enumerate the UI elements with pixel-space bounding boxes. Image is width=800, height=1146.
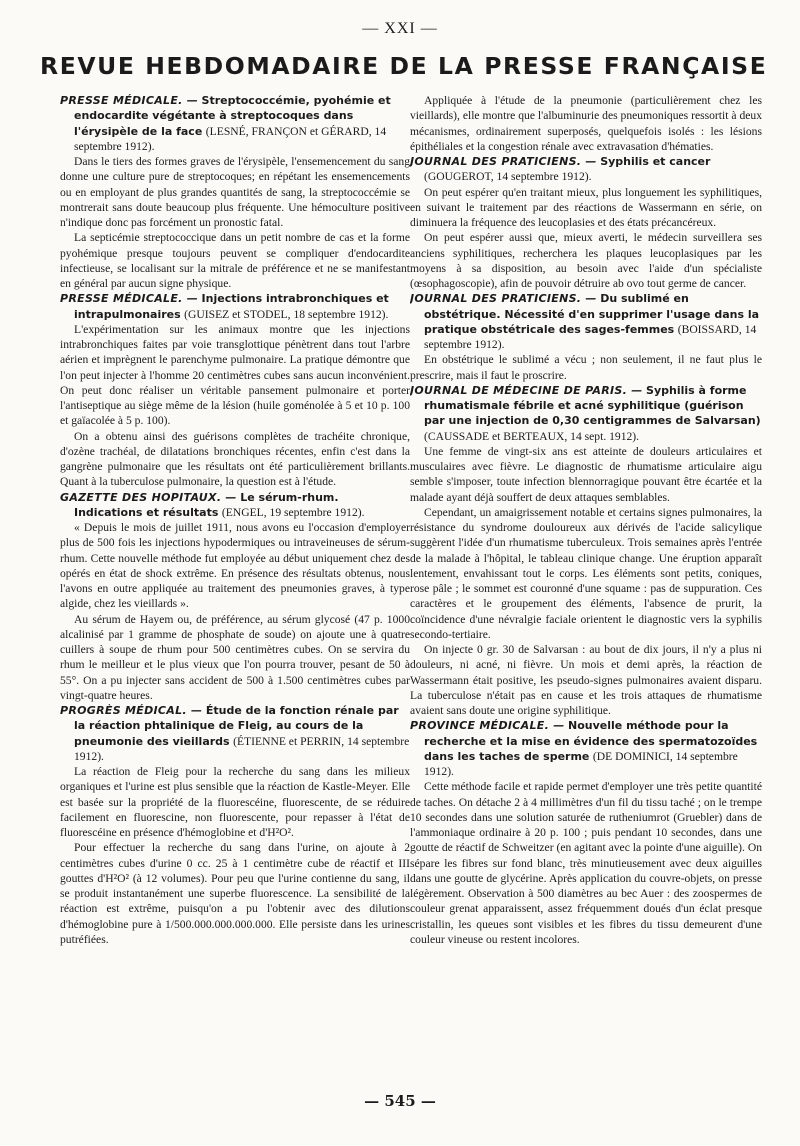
article — [410, 383, 762, 719]
page-number: — 545 — — [364, 1092, 436, 1110]
paragraph: Cependant, un amaigrissement notable et certains signes pulmonaires, la résistance du syndrome douloureux aux dérivés de l'acide salicylique suggèrent l'idée d'un rhumatisme tuberculeux. Trois semaines après l'entrée de la malade à l'hôpital, le tableau clinique change. Une éruption apparaît lentement, envahissant tout le corps. Les éléments sont petits, coniques, rose pâle ; le sommet est couronné d'une squame : pas de suppuration. Ces caractères et le groupement des éléments, l'absence de prurit, la coïncidence d'une névralgie faciale orientent le diagnostic vers la syphilis secondo-tertiaire. — [410, 505, 762, 641]
article-source: (GUISEZ et STODEL, 18 septembre 1912). — [184, 307, 389, 321]
article-title: Injections intrabronchiques et intrapulmonaires — [74, 292, 389, 321]
article — [410, 154, 762, 291]
article-heading — [410, 383, 762, 444]
article-title: Le sérum-rhum. Indications et résultats — [74, 490, 339, 519]
journal-name: GAZETTE DES HOPITAUX. — — [60, 490, 237, 504]
paragraph: Cette méthode facile et rapide permet d'employer une très petite quantité de taches. On détache 2 à 4 millimètres d'un fil du tissu taché ; on le trempe 10 secondes dans une solution saturée de rutheniumrot (Gruebler) dans de l'ammoniaque ordinaire à 20 p. 100 ; puis pendant 10 secondes, dans une goutte de réactif de Schweitzer (en agitant avec la pointe d'une aiguille). On sépare les fibres sur fond blanc, très minutieusement avec deux aiguilles dans une goutte de glycérine. Après application du couvre-objets, on presse légèrement. Observation à 500 diamètres au bec Auer : des zoospermes de couleur grenat apparaissent, assez fréquemment doués d'un éclat presque cristallin, les queues sont visibles et les fibres du tissu demeurent d'une couleur vineuse ou restent incolores. — [410, 780, 762, 946]
paragraph: On a obtenu ainsi des guérisons complètes de trachéite chronique, d'ozène trachéal, de dilatations bronchiques récentes, enfin c'est dans la gangrène pulmonaire que les résultats ont été particulièrement brillants. Quant à la tuberculose pulmonaire, la question est à l'étude. — [60, 429, 410, 489]
paragraph: Une femme de vingt-six ans est atteinte de douleurs articulaires et musculaires avec fièvre. Le diagnostic de rhumatisme articulaire aigu semble s'imposer, toute infection blennorragique pouvant être écartée et la malade ayant déjà souffert de deux attaques semblables. — [410, 444, 762, 504]
article — [60, 490, 410, 704]
article-source: (ÉTIENNE et PERRIN, 14 septembre 1912). — [74, 734, 410, 763]
article-title: Syphilis et cancer — [600, 155, 711, 168]
article-source: (ENGEL, 19 septembre 1912). — [221, 505, 365, 519]
article-title: Syphilis à forme rhumatismale fébrile et acné syphilitique (guérison par une injection de 0,30 centigrammes de Salvarsan) — [424, 383, 761, 428]
paragraph: On peut espérer aussi que, mieux averti, le médecin surveillera ses anciens syphilitiques, recherchera les plaques leucoplasiques par les moyens à sa disposition, au besoin avec l'aide d'un spécialiste (œsophagoscopie), afin de pouvoir détruire ab ovo tout germe de cancer. — [410, 231, 762, 290]
article-title: Nouvelle méthode pour la recherche et la mise en évidence des spermatozoïdes dans les taches de sperme — [424, 719, 758, 763]
article — [60, 93, 410, 291]
paragraph: « Depuis le mois de juillet 1911, nous avons eu l'occasion d'employer plus de 500 fois les injections hypodermiques ou intraveineuses de sérum-rhum. Cette nouvelle méthode fut employée au début uniquement chez des opérés en état de shock extrême. En présence des résultats obtenus, nous l'avons en outre appliquée au traitement des pneumonies graves, à type algide, chez les vieillards ». — [60, 521, 410, 611]
article — [60, 703, 410, 947]
article-source: (LESNÉ, FRANÇON et GÉRARD, 14 septembre 1912). — [74, 124, 387, 153]
article — [60, 291, 410, 489]
left-column — [60, 93, 410, 1083]
article — [410, 718, 762, 947]
journal-name: JOURNAL DES PRATICIENS. — — [410, 292, 597, 306]
article — [410, 93, 762, 154]
article-title: Étude de la fonction rénale par la réaction phtalinique de Fleig, au cours de la pneumonie des vieillards — [74, 704, 399, 748]
paragraph: En obstétrique le sublimé a vécu ; non seulement, il ne faut plus le prescrire, mais il faut le proscrire. — [410, 353, 762, 382]
paragraph: On injecte 0 gr. 30 de Salvarsan : au bout de dix jours, il n'y a plus ni douleurs, ni acné, ni fièvre. Un mois et demi après, la réaction de Wassermann était positive, les pseudo-signes pulmonaires avaient disparu. La tuberculose n'était pas en cause et les trois attaques de rhumatisme avaient sans doute une origine syphilitique. — [410, 643, 762, 717]
paragraph: Au sérum de Hayem ou, de préférence, au sérum glycosé (47 p. 1000 alcalinisé par 1 gramme de phosphate de soude) on ajoute une à quatre cuillers à soupe de rhum pour 500 centimètres cubes. On se servira du rhum le meilleur et le plus vieux que l'on pourra trouver, pesant de 50 à 55°. On a pu injecter sans accident de 500 à 1.500 centimètres cubes par vingt-quatre heures. — [60, 612, 410, 702]
article-heading — [410, 291, 762, 352]
right-column — [410, 93, 762, 1083]
paragraph: Appliquée à l'étude de la pneumonie (particulièrement chez les vieillards), elle montre que l'albuminurie des pneumoniques ressortit à deux mécanismes, ordinairement superposés, quelquefois isolés : les lésions épithéliales et la congestion rénale avec extravasation d'hématies. — [410, 94, 762, 153]
paragraph: L'expérimentation sur les animaux montre que les injections intrabronchiques faites par voie transglottique pénètrent dans tout l'arbre aérien et imprègnent le parenchyme pulmonaire. La pratique démontre que l'on peut injecter à l'homme 20 centimètres cubes sans aucun inconvénient. On peut donc réaliser un véritable pansement pulmonaire et porter l'antiseptique au siège même de la lésion (huile goménolée à 5 et 10 p. 100 et gaïacolée à 5 p. 100). — [60, 322, 410, 428]
paragraph: Pour effectuer la recherche du sang dans l'urine, on ajoute à 2 centimètres cubes d'urine 0 cc. 25 à 1 centimètre cube de réactif et III gouttes d'H²O² (à 12 volumes). Pour peu que l'urine contienne du sang, il se produit instantanément une superbe fluorescence. La sensibilité de la réaction est extrême, puisqu'on a pu l'obtenir avec des dilutions d'hémoglobine pure à 1/500.000.000.000.000. Elle persiste dans les urines putréfiées. — [60, 841, 410, 946]
article — [410, 291, 762, 383]
page-title: REVUE HEBDOMADAIRE DE LA PRESSE FRANÇAISE — [40, 52, 768, 80]
journal-name: JOURNAL DES PRATICIENS. — — [410, 155, 597, 168]
paragraph: On peut espérer qu'en traitant mieux, plus longuement les syphilitiques, en suivant le traitement par des réactions de Wassermann en série, on diminuera la fréquence des leucoplasies et des états précancéreux. — [410, 185, 762, 229]
roman-folio: — XXI — — [362, 20, 438, 37]
article-title: Streptococcémie, pyohémie et endocardite végétante à streptocoques dans l'érysipèle de la face — [74, 94, 391, 138]
journal-name: PRESSE MÉDICALE. — — [60, 94, 199, 107]
article-heading — [410, 718, 762, 779]
article-source: (GOUGEROT, 14 septembre 1912). — [424, 170, 592, 184]
paragraph: Dans le tiers des formes graves de l'érysipèle, l'ensemencement du sang donne une culture pure de streptocoques; en répétant les ensemencements ou en employant de plus grandes quantités de sang, la streptococcémie se montrerait sans doute beaucoup plus fréquente. Une hémoculture positive n'indique donc pas forcément un pronostic fatal. — [60, 155, 410, 229]
article-source: (DE DOMINICI, 14 septembre 1912). — [424, 749, 738, 778]
article-source: (BOISSARD, 14 septembre 1912). — [424, 322, 757, 351]
article-heading — [60, 703, 410, 764]
journal-name: JOURNAL DE MÉDECINE DE PARIS. — — [410, 383, 643, 397]
paragraph: La septicémie streptococcique dans un petit nombre de cas et la forme pyohémique presque toujours peuvent se compliquer d'endocardite infectieuse, se localisant sur la mitrale de préférence et ne se manifestant en général par aucun signe physique. — [60, 231, 410, 290]
journal-name: PROVINCE MÉDICALE. — — [410, 719, 565, 733]
journal-name: PROGRÈS MÉDICAL. — — [60, 704, 203, 717]
article-heading — [410, 154, 762, 185]
article-heading — [60, 490, 410, 521]
journal-name: PRESSE MÉDICALE. — — [60, 292, 199, 306]
article-title: Du sublimé en obstétrique. Nécessité d'en supprimer l'usage dans la pratique obstétricale des sages-femmes — [424, 292, 760, 336]
paragraph: La réaction de Fleig pour la recherche du sang dans les milieux organiques et l'urine est plus sensible que la réaction de Kastle-Meyer. Elle est basée sur la propriété de la fluorescéine, fluorescente, de se réduire facilement en fluorescine, non fluorescente, pour repasser à l'état de fluorescéine en présence d'hémoglobine et d'H²O². — [60, 765, 410, 839]
article-heading — [60, 291, 410, 322]
article-source: (CAUSSADE et BERTEAUX, 14 sept. 1912). — [424, 429, 640, 443]
article-heading — [60, 93, 410, 154]
